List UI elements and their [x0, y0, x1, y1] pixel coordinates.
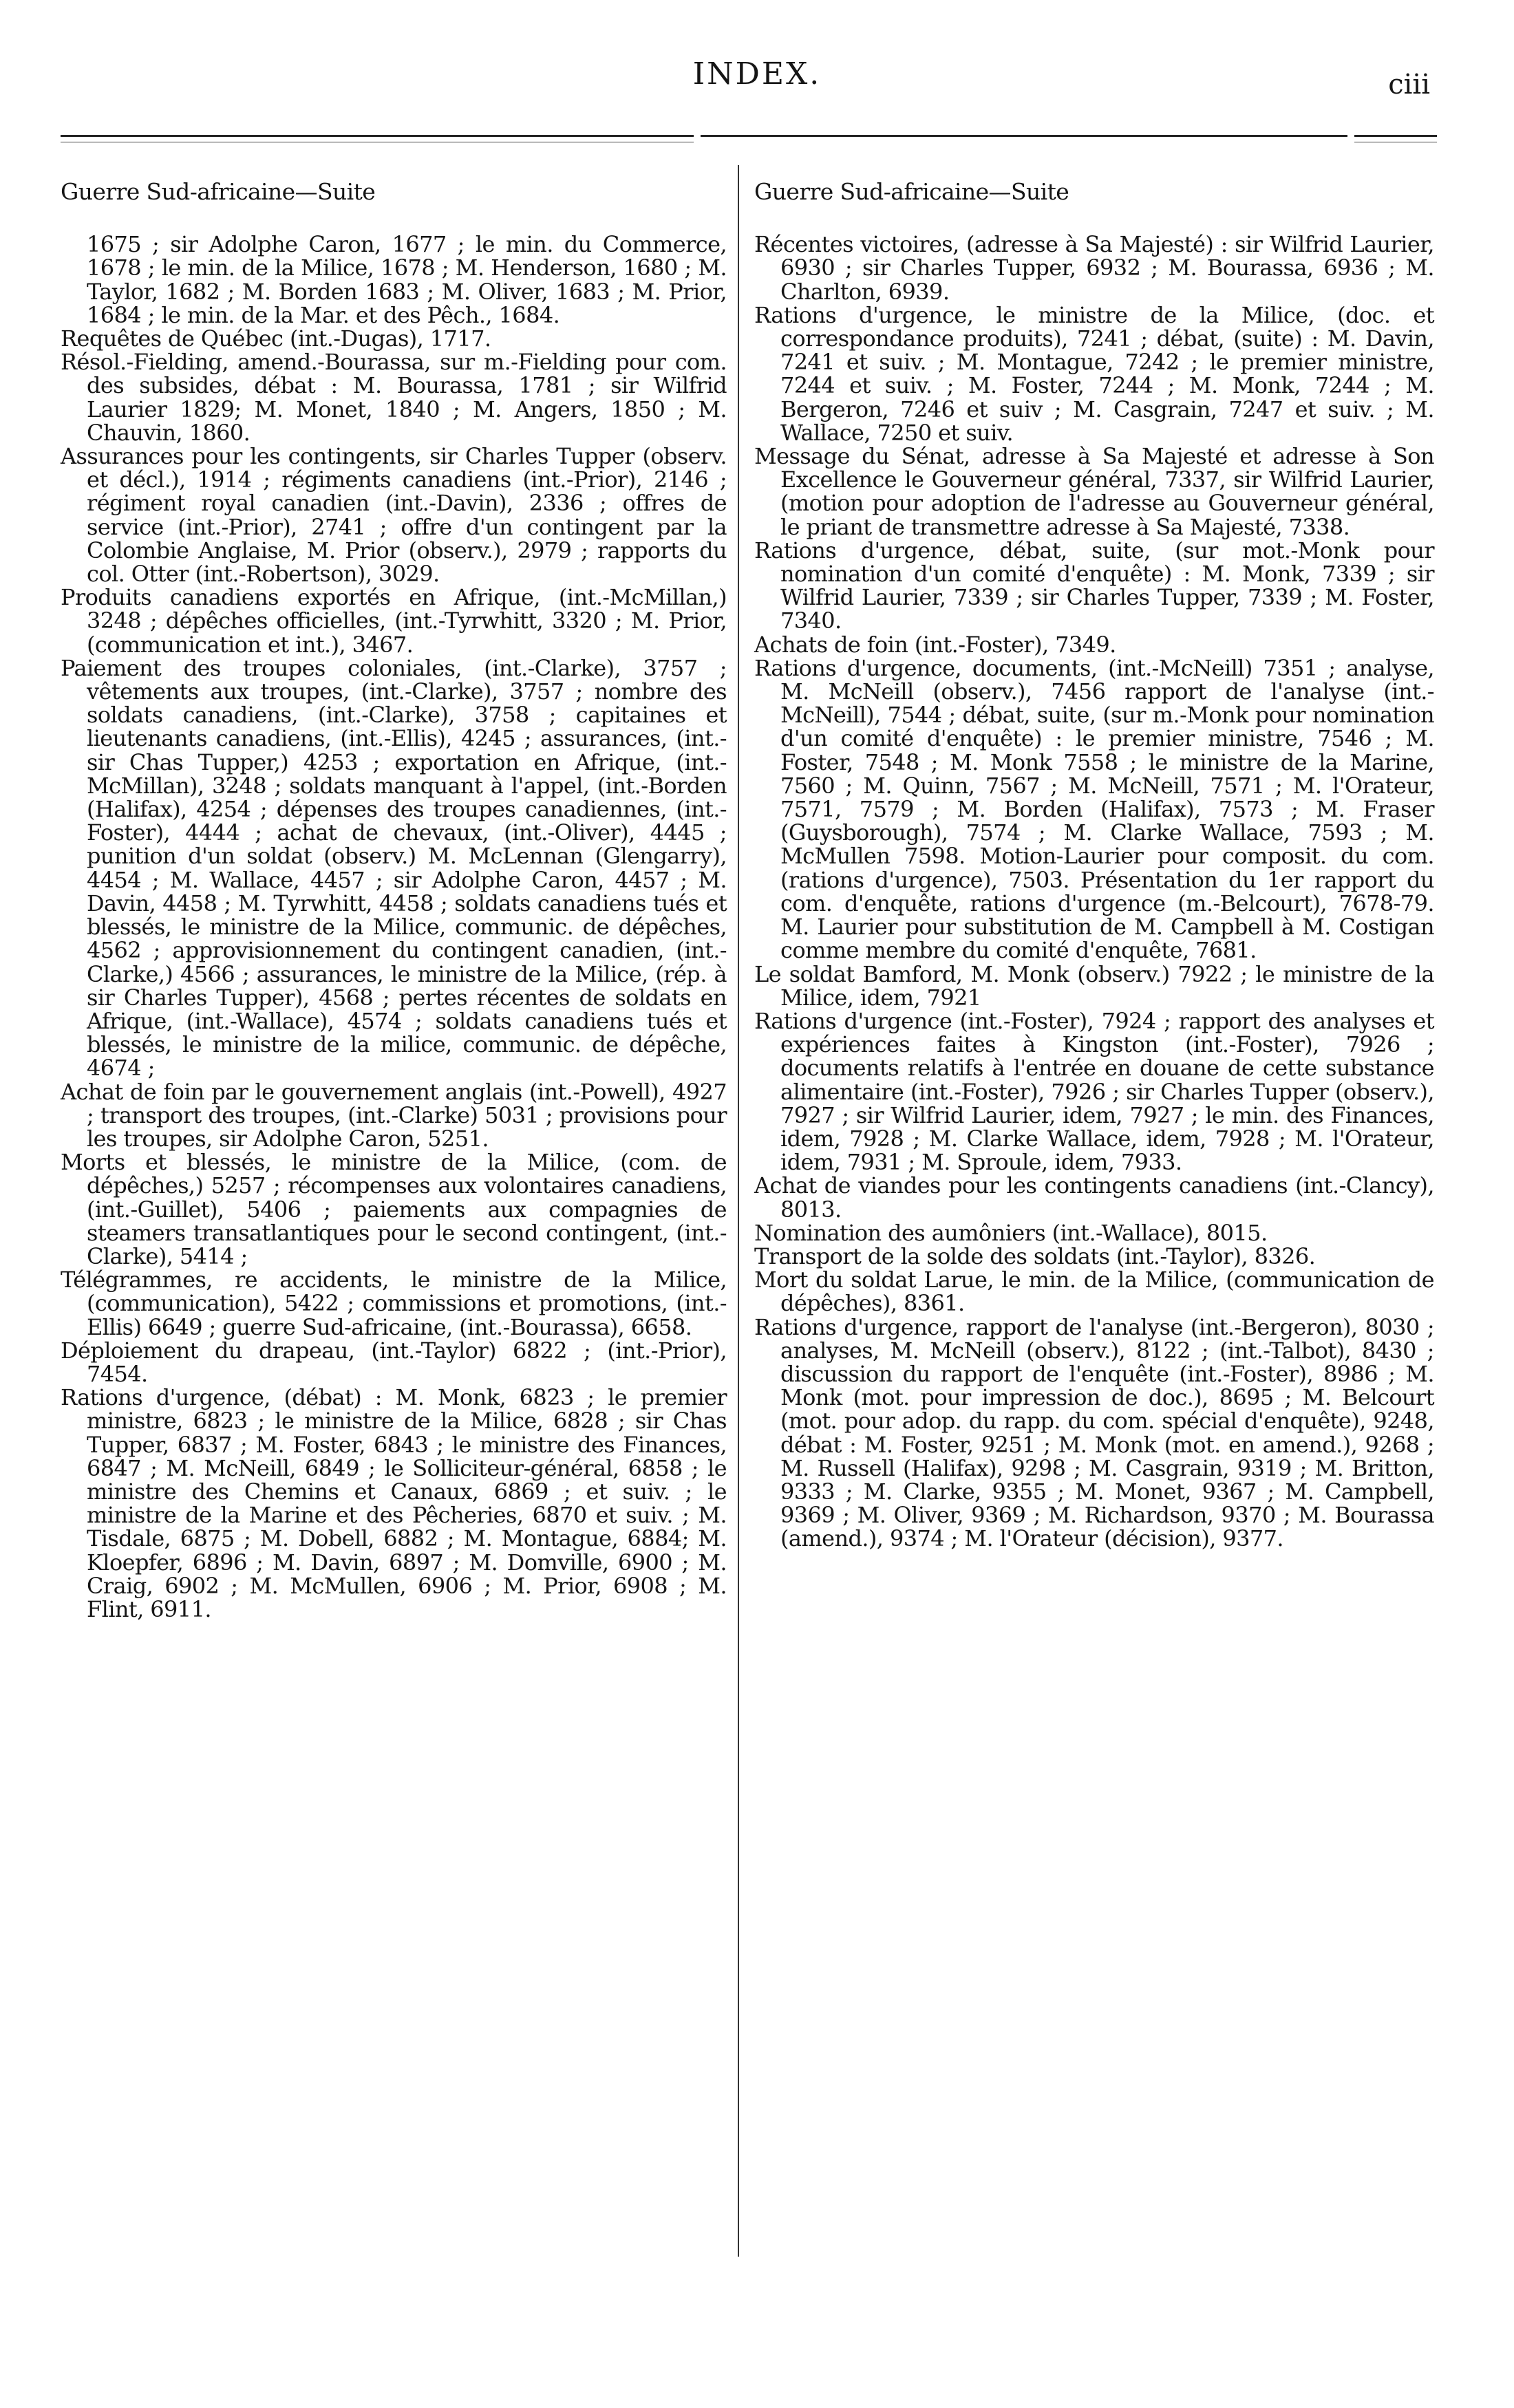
index-entry: Achat de foin par le gouvernement anglais (int.-Powell), 4927 ; transport des troupes, (int.-Clarke) 5031 ; provisions pour les troupes, sir Adolphe Caron, 5251. [61, 1078, 727, 1152]
right-column [754, 180, 1434, 1551]
index-entry: Assurances pour les contingents, sir Charles Tupper (observ. et décl.), 1914 ; régiments canadiens (int.-Prior), 2146 ; régiment royal canadien (int.-Davin), 2336 ; offres de service (int.-Prior), 2741 ; offre d'un contingent par la Colombie Anglaise, M. Prior (observ.), 2979 ; rapports du col. Otter (int.-Robertson), 3029. [61, 443, 727, 588]
index-entry: Achats de foin (int.-Foster), 7349. [754, 631, 1116, 658]
right-column-heading: Guerre Sud-africaine—Suite [754, 178, 1069, 205]
header-rule [701, 135, 1347, 137]
index-entry: Achat de viandes pour les contingents canadiens (int.-Clancy), 8013. [754, 1172, 1434, 1223]
index-entry: Rations d'urgence, documents, (int.-McNeill) 7351 ; analyse, M. McNeill (observ.), 7456 rapport de l'analyse (int.-McNeill), 7544 ; débat, suite, (sur m.-Monk pour nomination d'un comité d'enquête) : le premier ministre, 7546 ; M. Foster, 7548 ; M. Monk 7558 ; le ministre de la Marine, 7560 ; M. Quinn, 7567 ; M. McNeill, 7571 ; M. l'Orateur, 7571, 7579 ; M. Borden (Halifax), 7573 ; M. Fraser (Guysborough), 7574 ; M. Clarke Wallace, 7593 ; M. McMullen 7598. Motion-Laurier pour composit. du com. (rations d'urgence), 7503. Présentation du 1er rapport du com. d'enquête, rations d'urgence (m.-Belcourt), 7678-79. M. Laurier pour substitution de M. Campbell à M. Costigan comme membre du comité d'enquête, 7681. [754, 654, 1434, 964]
index-entry: Message du Sénat, adresse à Sa Majesté et adresse à Son Excellence le Gouverneur général, 7337, sir Wilfrid Laurier, (motion pour adoption de l'adresse au Gouverneur général, le priant de transmettre adresse à Sa Majesté, 7338. [754, 443, 1434, 540]
index-entry: Mort du soldat Larue, le min. de la Milice, (communication de dépêches), 8361. [754, 1267, 1434, 1317]
index-entry: Morts et blessés, le ministre de la Milice, (com. de dépêches,) 5257 ; récompenses aux volontaires canadiens, (int.-Guillet), 5406 ; paiements aux compagnies de steamers transatlantiques pour le second contingent, (int.-Clarke), 5414 ; [61, 1149, 727, 1269]
right-entries [754, 233, 1434, 1550]
index-entry: Transport de la solde des soldats (int.-Taylor), 8326. [754, 1243, 1316, 1269]
index-entry: Produits canadiens exportés en Afrique, (int.-McMillan,) 3248 ; dépêches officielles, (int.-Tyrwhitt, 3320 ; M. Prior, (communication et int.), 3467. [61, 584, 727, 658]
index-entry: 1675 ; sir Adolphe Caron, 1677 ; le min. du Commerce, 1678 ; le min. de la Milice, 1678 ; M. Henderson, 1680 ; M. Taylor, 1682 ; M. Borden 1683 ; M. Oliver, 1683 ; M. Prior, 1684 ; le min. de la Mar. et des Pêch., 1684. [87, 231, 727, 328]
header-rule [1354, 135, 1437, 137]
index-entry: Requêtes de Québec (int.-Dugas), 1717. [61, 325, 491, 352]
index-entry: Rations d'urgence, débat, suite, (sur mot.-Monk pour nomination d'un comité d'enquête) : M. Monk, 7339 ; sir Wilfrid Laurier, 7339 ; sir Charles Tupper, 7339 ; M. Foster, 7340. [754, 537, 1434, 634]
index-entry: Rations d'urgence (int.-Foster), 7924 ; rapport des analyses et expériences faites à Kingston (int.-Foster), 7926 ; documents relatifs à l'entrée en douane de cette substance alimentaire (int.-Foster), 7926 ; sir Charles Tupper (observ.), 7927 ; sir Wilfrid Laurier, idem, 7927 ; le min. des Finances, idem, 7928 ; M. Clarke Wallace, idem, 7928 ; M. l'Orateur, idem, 7931 ; M. Sproule, idem, 7933. [754, 1007, 1434, 1176]
left-entries [61, 233, 727, 1621]
index-entry: Récentes victoires, (adresse à Sa Majesté) : sir Wilfrid Laurier, 6930 ; sir Charles Tupper, 6932 ; M. Bourassa, 6936 ; M. Charlton, 6939. [754, 231, 1434, 305]
left-column [61, 180, 727, 1621]
left-column-heading: Guerre Sud-africaine—Suite [61, 178, 376, 205]
column-divider [738, 165, 739, 2257]
index-entry: Télégrammes, re accidents, le ministre de la Milice, (communication), 5422 ; commissions et promotions, (int.-Ellis) 6649 ; guerre Sud-africaine, (int.-Bourassa), 6658. [61, 1267, 727, 1340]
index-entry: Nomination des aumôniers (int.-Wallace), 8015. [754, 1219, 1268, 1246]
index-entry: Résol.-Fielding, amend.-Bourassa, sur m.-Fielding pour com. des subsides, débat : M. Bourassa, 1781 ; sir Wilfrid Laurier 1829; M. Monet, 1840 ; M. Angers, 1850 ; M. Chauvin, 1860. [61, 349, 727, 446]
page-number: ciii [1388, 69, 1430, 100]
index-entry: Déploiement du drapeau, (int.-Taylor) 6822 ; (int.-Prior), 7454. [61, 1337, 727, 1387]
header-rule [61, 135, 694, 137]
index-entry: Le soldat Bamford, M. Monk (observ.) 7922 ; le ministre de la Milice, idem, 7921 [754, 960, 1434, 1011]
index-entry: Rations d'urgence, (débat) : M. Monk, 6823 ; le premier ministre, 6823 ; le ministre de la Milice, 6828 ; sir Chas Tupper, 6837 ; M. Foster, 6843 ; le ministre des Finances, 6847 ; M. McNeill, 6849 ; le Solliciteur-général, 6858 ; le ministre des Chemins et Canaux, 6869 ; et suiv. ; le ministre de la Marine et des Pêcheries, 6870 et suiv. ; M. Tisdale, 6875 ; M. Dobell, 6882 ; M. Montague, 6884; M. Kloepfer, 6896 ; M. Davin, 6897 ; M. Domville, 6900 ; M. Craig, 6902 ; M. McMullen, 6906 ; M. Prior, 6908 ; M. Flint, 6911. [61, 1384, 727, 1622]
running-title: INDEX. [692, 56, 822, 92]
index-entry: Rations d'urgence, rapport de l'analyse (int.-Bergeron), 8030 ; analyses, M. McNeill (observ.), 8122 ; (int.-Talbot), 8430 ; discussion du rapport de l'enquête (int.-Foster), 8986 ; M. Monk (mot. pour impression de doc.), 8695 ; M. Belcourt (mot. pour adop. du rapp. du com. spécial d'enquête), 9248, débat : M. Foster, 9251 ; M. Monk (mot. en amend.), 9268 ; M. Russell (Halifax), 9298 ; M. Casgrain, 9319 ; M. Britton, 9333 ; M. Clarke, 9355 ; M. Monet, 9367 ; M. Campbell, 9369 ; M. Oliver, 9369 ; M. Richardson, 9370 ; M. Bourassa (amend.), 9374 ; M. l'Orateur (décision), 9377. [754, 1313, 1434, 1552]
index-entry: Paiement des troupes coloniales, (int.-Clarke), 3757 ; vêtements aux troupes, (int.-Clarke), 3757 ; nombre des soldats canadiens, (int.-Clarke), 3758 ; capitaines et lieutenants canadiens, (int.-Ellis), 4245 ; assurances, (int.-sir Chas Tupper,) 4253 ; exportation en Afrique, (int.-McMillan), 3248 ; soldats manquant à l'appel, (int.-Borden (Halifax), 4254 ; dépenses des troupes canadiennes, (int.-Foster), 4444 ; achat de chevaux, (int.-Oliver), 4445 ; punition d'un soldat (observ.) M. McLennan (Glengarry), 4454 ; M. Wallace, 4457 ; sir Adolphe Caron, 4457 ; M. Davin, 4458 ; M. Tyrwhitt, 4458 ; soldats canadiens tués et blessés, le ministre de la Milice, communic. de dépêches, 4562 ; approvisionnement du contingent canadien, (int.-Clarke,) 4566 ; assurances, le ministre de la Milice, (rép. à sir Charles Tupper), 4568 ; pertes récentes de soldats en Afrique, (int.-Wallace), 4574 ; soldats canadiens tués et blessés, le ministre de la milice, communic. de dépêche, 4674 ; [61, 654, 727, 1082]
index-entry: Rations d'urgence, le ministre de la Milice, (doc. et correspondance produits), 7241 ; débat, (suite) : M. Davin, 7241 et suiv. ; M. Montague, 7242 ; le premier ministre, 7244 et suiv. ; M. Foster, 7244 ; M. Monk, 7244 ; M. Bergeron, 7246 et suiv ; M. Casgrain, 7247 et suiv. ; M. Wallace, 7250 et suiv. [754, 301, 1434, 446]
